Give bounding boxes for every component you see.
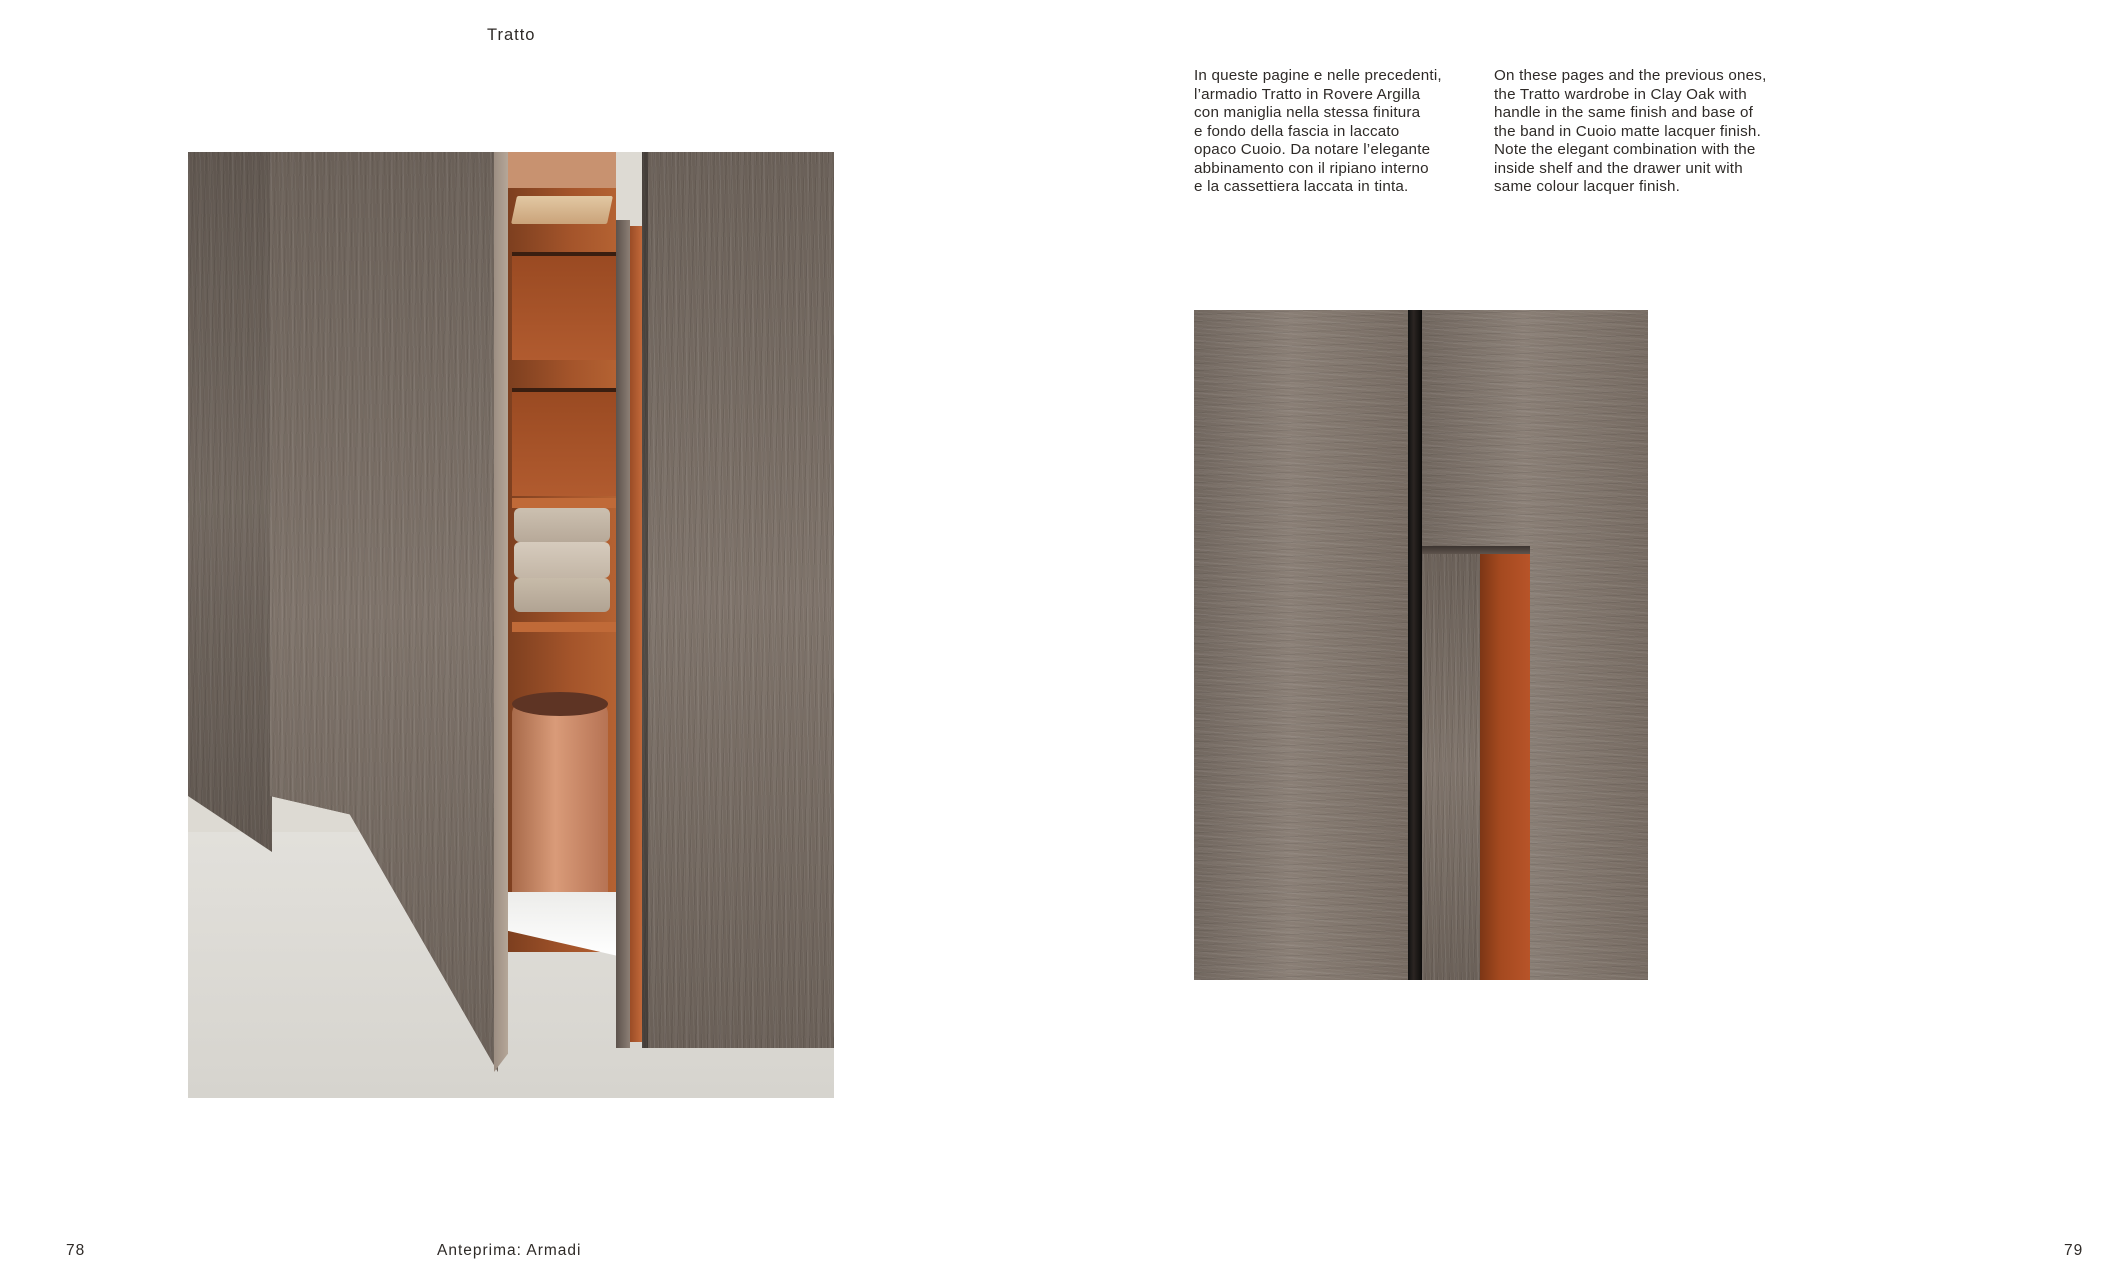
basket-rim: [512, 692, 608, 716]
tray: [511, 196, 613, 224]
handle-lacquer-band: [1480, 554, 1530, 980]
handle-lacquer-band: [630, 226, 642, 1042]
door-shadow: [642, 152, 648, 1048]
inside-shelf: [512, 498, 616, 508]
caption-line: On these pages and the previous ones,: [1494, 67, 1767, 84]
caption-line: the band in Cuoio matte lacquer finish.: [1494, 122, 1761, 140]
interior-top-shelf: [508, 152, 616, 188]
door-gap: [1408, 310, 1422, 980]
page-title: Tratto: [487, 26, 536, 44]
handle-notch: [1422, 546, 1530, 554]
caption-line: abbinamento con il ripiano interno: [1194, 159, 1429, 177]
closed-door: [642, 152, 834, 1048]
caption-line: opaco Cuoio. Da notare l’elegante: [1194, 141, 1431, 158]
caption-line: e la cassettiera laccata in tinta.: [1194, 178, 1409, 195]
caption-line: same colour lacquer finish.: [1494, 178, 1681, 195]
caption-line: the Tratto wardrobe in Clay Oak with: [1494, 85, 1747, 103]
section-title: Anteprima: Armadi: [437, 1242, 582, 1259]
left-door-panel: [1194, 310, 1408, 980]
caption-line: inside shelf and the drawer unit with: [1494, 159, 1743, 177]
handle-detail-photo: [1194, 310, 1648, 980]
wardrobe-side-panel: [188, 152, 272, 852]
page-number-left: 78: [66, 1242, 86, 1259]
caption-line: con maniglia nella stessa finitura: [1194, 104, 1421, 121]
wardrobe-open-photo: [188, 152, 834, 1098]
folded-linen: [514, 542, 610, 578]
page-number-right: 79: [2064, 1242, 2084, 1259]
handle-insert: [1422, 554, 1480, 980]
caption-english: [1494, 67, 1774, 197]
door-edge: [494, 152, 508, 1072]
leather-basket: [512, 700, 608, 898]
folded-linen: [514, 578, 610, 612]
handle-profile: [616, 220, 630, 1048]
drawer: [512, 388, 616, 496]
drawer: [512, 252, 616, 360]
caption-line: Note the elegant combination with the: [1494, 141, 1756, 158]
caption-line: l’armadio Tratto in Rovere Argilla: [1194, 85, 1421, 103]
caption-italian: [1194, 67, 1474, 197]
caption-line: e fondo della fascia in laccato: [1194, 122, 1400, 140]
caption-line: handle in the same finish and base of: [1494, 104, 1754, 121]
caption-line: In queste pagine e nelle precedenti,: [1194, 67, 1442, 84]
folded-linen: [514, 508, 610, 542]
inside-shelf: [512, 622, 616, 632]
